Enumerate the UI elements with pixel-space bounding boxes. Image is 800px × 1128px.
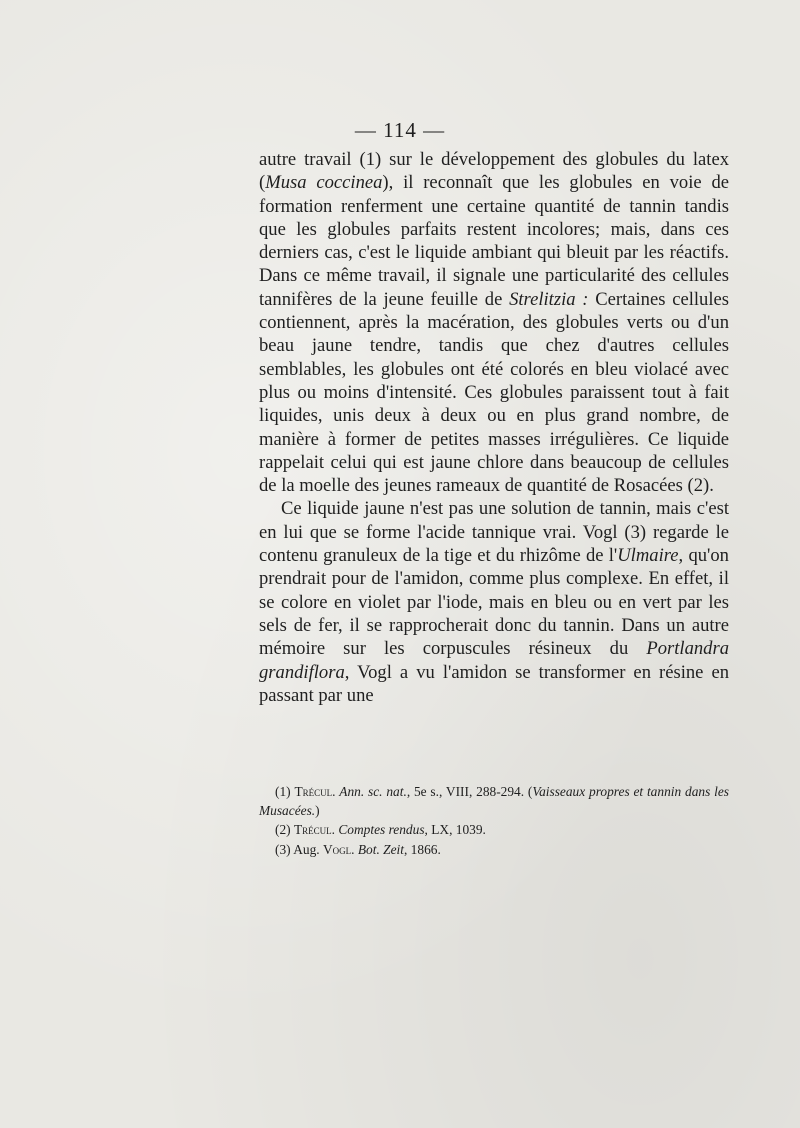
footnote-marker: (3) Aug. (275, 841, 323, 857)
italic-run: Portlandra grandiflora (259, 638, 729, 683)
paragraph-2 (259, 497, 729, 707)
text-run: , 1866. (403, 841, 441, 857)
footnote-marker: (2) (275, 822, 294, 838)
author-name: Trécul (293, 822, 332, 838)
body-text (259, 148, 729, 707)
text-run: , 5e s., VIII, 288-294. ( (406, 784, 533, 799)
footnote-1 (259, 782, 729, 820)
text-run: , Vogl a vu l'amidon se transformer en résine en passant par une (259, 661, 729, 706)
author-name: Trécul (294, 784, 333, 799)
text-run: Certaines cellules contiennent, après la macération, des globules verts ou d'un beau jaune tendre, tandis que chez d'autres cellules semblables, les globules ont été colorés en bleu violacé avec plus ou moins d'intensité. Ces globules paraissent tout à fait liquides, unis deux à deux ou en plus grand nombre, de manière à former de petites masses irrégulières. Ce liquide rappelait celui qui est jaune chlore dans beaucoup de cellules de la moelle des jeunes rameaux de quantité de Rosacées (2). (259, 288, 729, 497)
italic-run: Musa coccinea (265, 172, 383, 194)
footnote-2 (259, 820, 729, 839)
paragraph-1 (259, 148, 729, 497)
text-run: , LX, 1039. (424, 822, 486, 838)
text-run: , qu'on prendrait pour de l'amidon, comme plus complexe. En effet, il se colore en violet par l'iode, mais en bleu ou en vert par les sels de fer, il se rapprocherait donc du tannin. Dans un autre mémoire sur les corpuscules résineux du (259, 545, 729, 660)
footnote-marker: (1) (275, 784, 295, 799)
footnote-3 (259, 840, 729, 859)
footnotes (259, 782, 729, 859)
text-run: Ce liquide jaune n'est pas une solution de tannin, mais c'est en lui que se forme l'acide tannique vrai. Vogl (3) regarde le contenu granuleux de la tige et du rhizôme de l' (259, 498, 729, 567)
italic-run: Ulmaire (617, 545, 679, 567)
journal-title: Comptes rendus (338, 822, 425, 838)
journal-title: Bot. Zeit (357, 841, 404, 857)
text-run: . (331, 822, 339, 838)
author-name: Vogl (322, 841, 352, 857)
page-number: — 114 — (354, 118, 446, 142)
text-run: ), il reconnaît que les globules en voie de formation renferment une certaine quantité de tannin tandis que les globules parfaits restent incolores; mais, dans ces derniers cas, c'est le liquide ambiant qui bleuit par les réactifs. Dans ce même travail, il signale une particularité des cellules tannifères de la jeune feuille de (259, 172, 729, 310)
text-run: ) (315, 803, 320, 819)
italic-run: Strelitzia : (509, 288, 589, 310)
text-run: autre travail (1) sur le développement des globules du latex ( (259, 149, 729, 194)
journal-title: Ann. sc. nat. (339, 784, 407, 799)
text-run: . (351, 841, 358, 857)
work-title: Vaisseaux propres et tannin dans les Musacées. (259, 784, 729, 819)
text-run: . (332, 784, 340, 799)
